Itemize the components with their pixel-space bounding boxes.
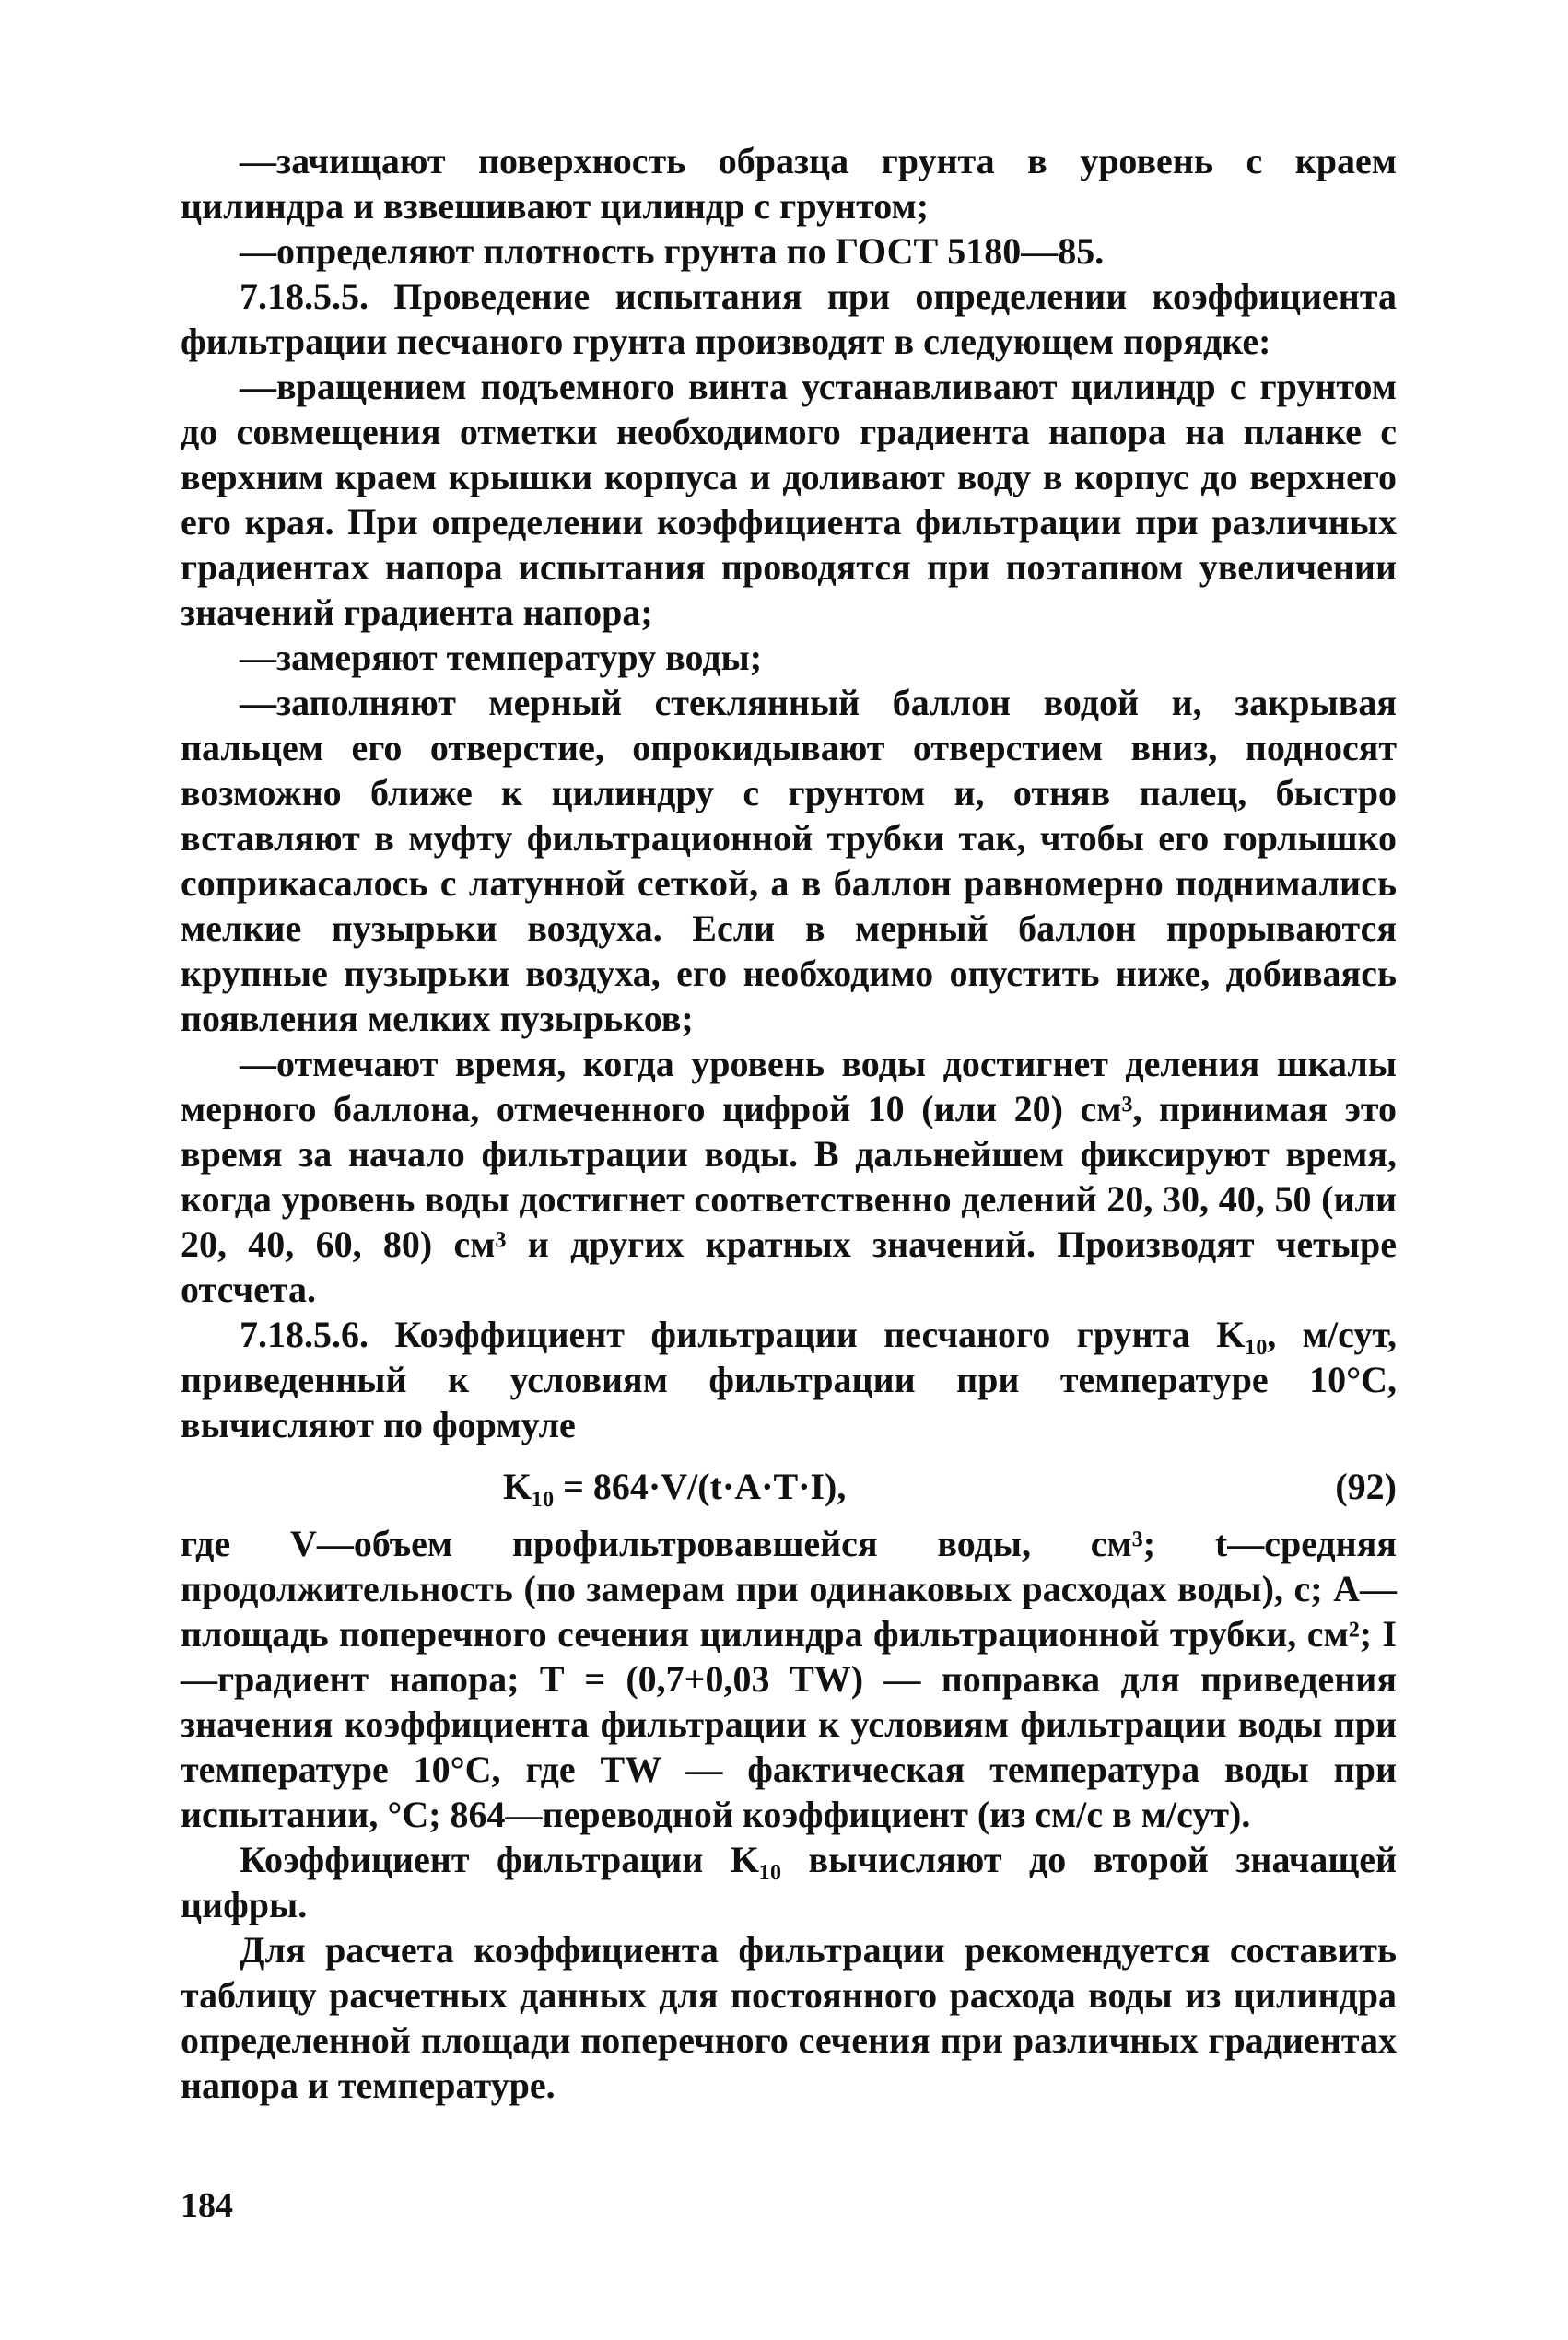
paragraph-text: 7.18.5.5. Проведение испытания при определении коэффициента фильтрации песчаного грунта производят в следующем порядке: <box>181 275 1397 362</box>
paragraph-text: —замеряют температуру воды; <box>240 637 763 678</box>
paragraph <box>181 1927 1397 2108</box>
paragraph <box>181 1041 1397 1312</box>
paragraph <box>181 364 1397 635</box>
paragraph-text: —отмечают время, когда уровень воды достигнет деления шкалы мерного баллона, отмеченного цифрой 10 (или 20) см³, принимая это время за начало фильтрации воды. В дальнейшем фиксируют время, когда уровень воды достигнет соответственно делений 20, 30, 40, 50 (или 20, 40, 60, 80) см³ и других кратных значений. Производят четыре отсчета. <box>181 1043 1397 1310</box>
paragraph-text: Коэффициент фильтрации K₁₀ вычисляют до второй значащей цифры. <box>181 1839 1397 1925</box>
paragraph <box>181 1837 1397 1927</box>
section-paragraph <box>181 1312 1397 1447</box>
formula: K₁₀ = 864·V/(t·A·T·I), <box>503 1466 847 1507</box>
paragraph <box>181 138 1397 228</box>
paragraph-text: —вращением подъемного винта устанавливают цилиндр с грунтом до совмещения отметки необходимого градиента напора на планке с верхним краем крышки корпуса и доливают воду в корпус до верхнего его края. При определении коэффициента фильтрации при различных градиентах напора испытания проводятся при поэтапном увеличении значений градиента напора; <box>181 366 1397 633</box>
paragraph-text: —зачищают поверхность образца грунта в уровень с краем цилиндра и взвешивают цилиндр с грунтом; <box>181 140 1397 227</box>
paragraph-text: Для расчета коэффициента фильтрации рекомендуется составить таблицу расчетных данных для постоянного расхода воды из цилиндра определенной площади поперечного сечения при различных градиентах напора и температуре. <box>181 1929 1397 2106</box>
paragraph <box>181 635 1397 680</box>
formula-number: (92) <box>1335 1466 1397 1507</box>
paragraph-text: —определяют плотность грунта по ГОСТ 5180—85. <box>240 230 1105 272</box>
page-body <box>181 138 1397 2108</box>
paragraph-text: —заполняют мерный стеклянный баллон водой и, закрывая пальцем его отверстие, опрокидывают отверстием вниз, подносят возможно ближе к цилиндру с грунтом и, отняв палец, быстро вставляют в муфту фильтрационной трубки так, чтобы его горлышко соприкасалось с латунной сеткой, а в баллон равномерно поднимались мелкие пузырьки воздуха. Если в мерный баллон прорываются крупные пузырьки воздуха, его необходимо опустить ниже, добиваясь появления мелких пузырьков; <box>181 682 1397 1039</box>
paragraph <box>181 680 1397 1041</box>
paragraph-text: где V—объем профильтровавшейся воды, см³; t—средняя продолжительность (по замерам при одинаковых расходах воды), с; A—площадь поперечного сечения цилиндра фильтрационной трубки, см²; I—градиент напора; T = (0,7+0,03 TW) — поправка для приведения значения коэффициента фильтрации к условиям фильтрации воды при температуре 10°С, где TW — фактическая температура воды при испытании, °С; 864—переводной коэффициент (из см/с в м/сут). <box>181 1523 1397 1835</box>
formula-line <box>181 1455 1397 1521</box>
page-number: 184 <box>181 2186 233 2225</box>
section-paragraph <box>181 274 1397 364</box>
formula-explanation <box>181 1521 1397 1837</box>
paragraph-text: 7.18.5.6. Коэффициент фильтрации песчаного грунта K₁₀, м/сут, приведенный к условиям фильтрации при температуре 10°С, вычисляют по формуле <box>181 1314 1397 1445</box>
paragraph <box>181 228 1397 274</box>
